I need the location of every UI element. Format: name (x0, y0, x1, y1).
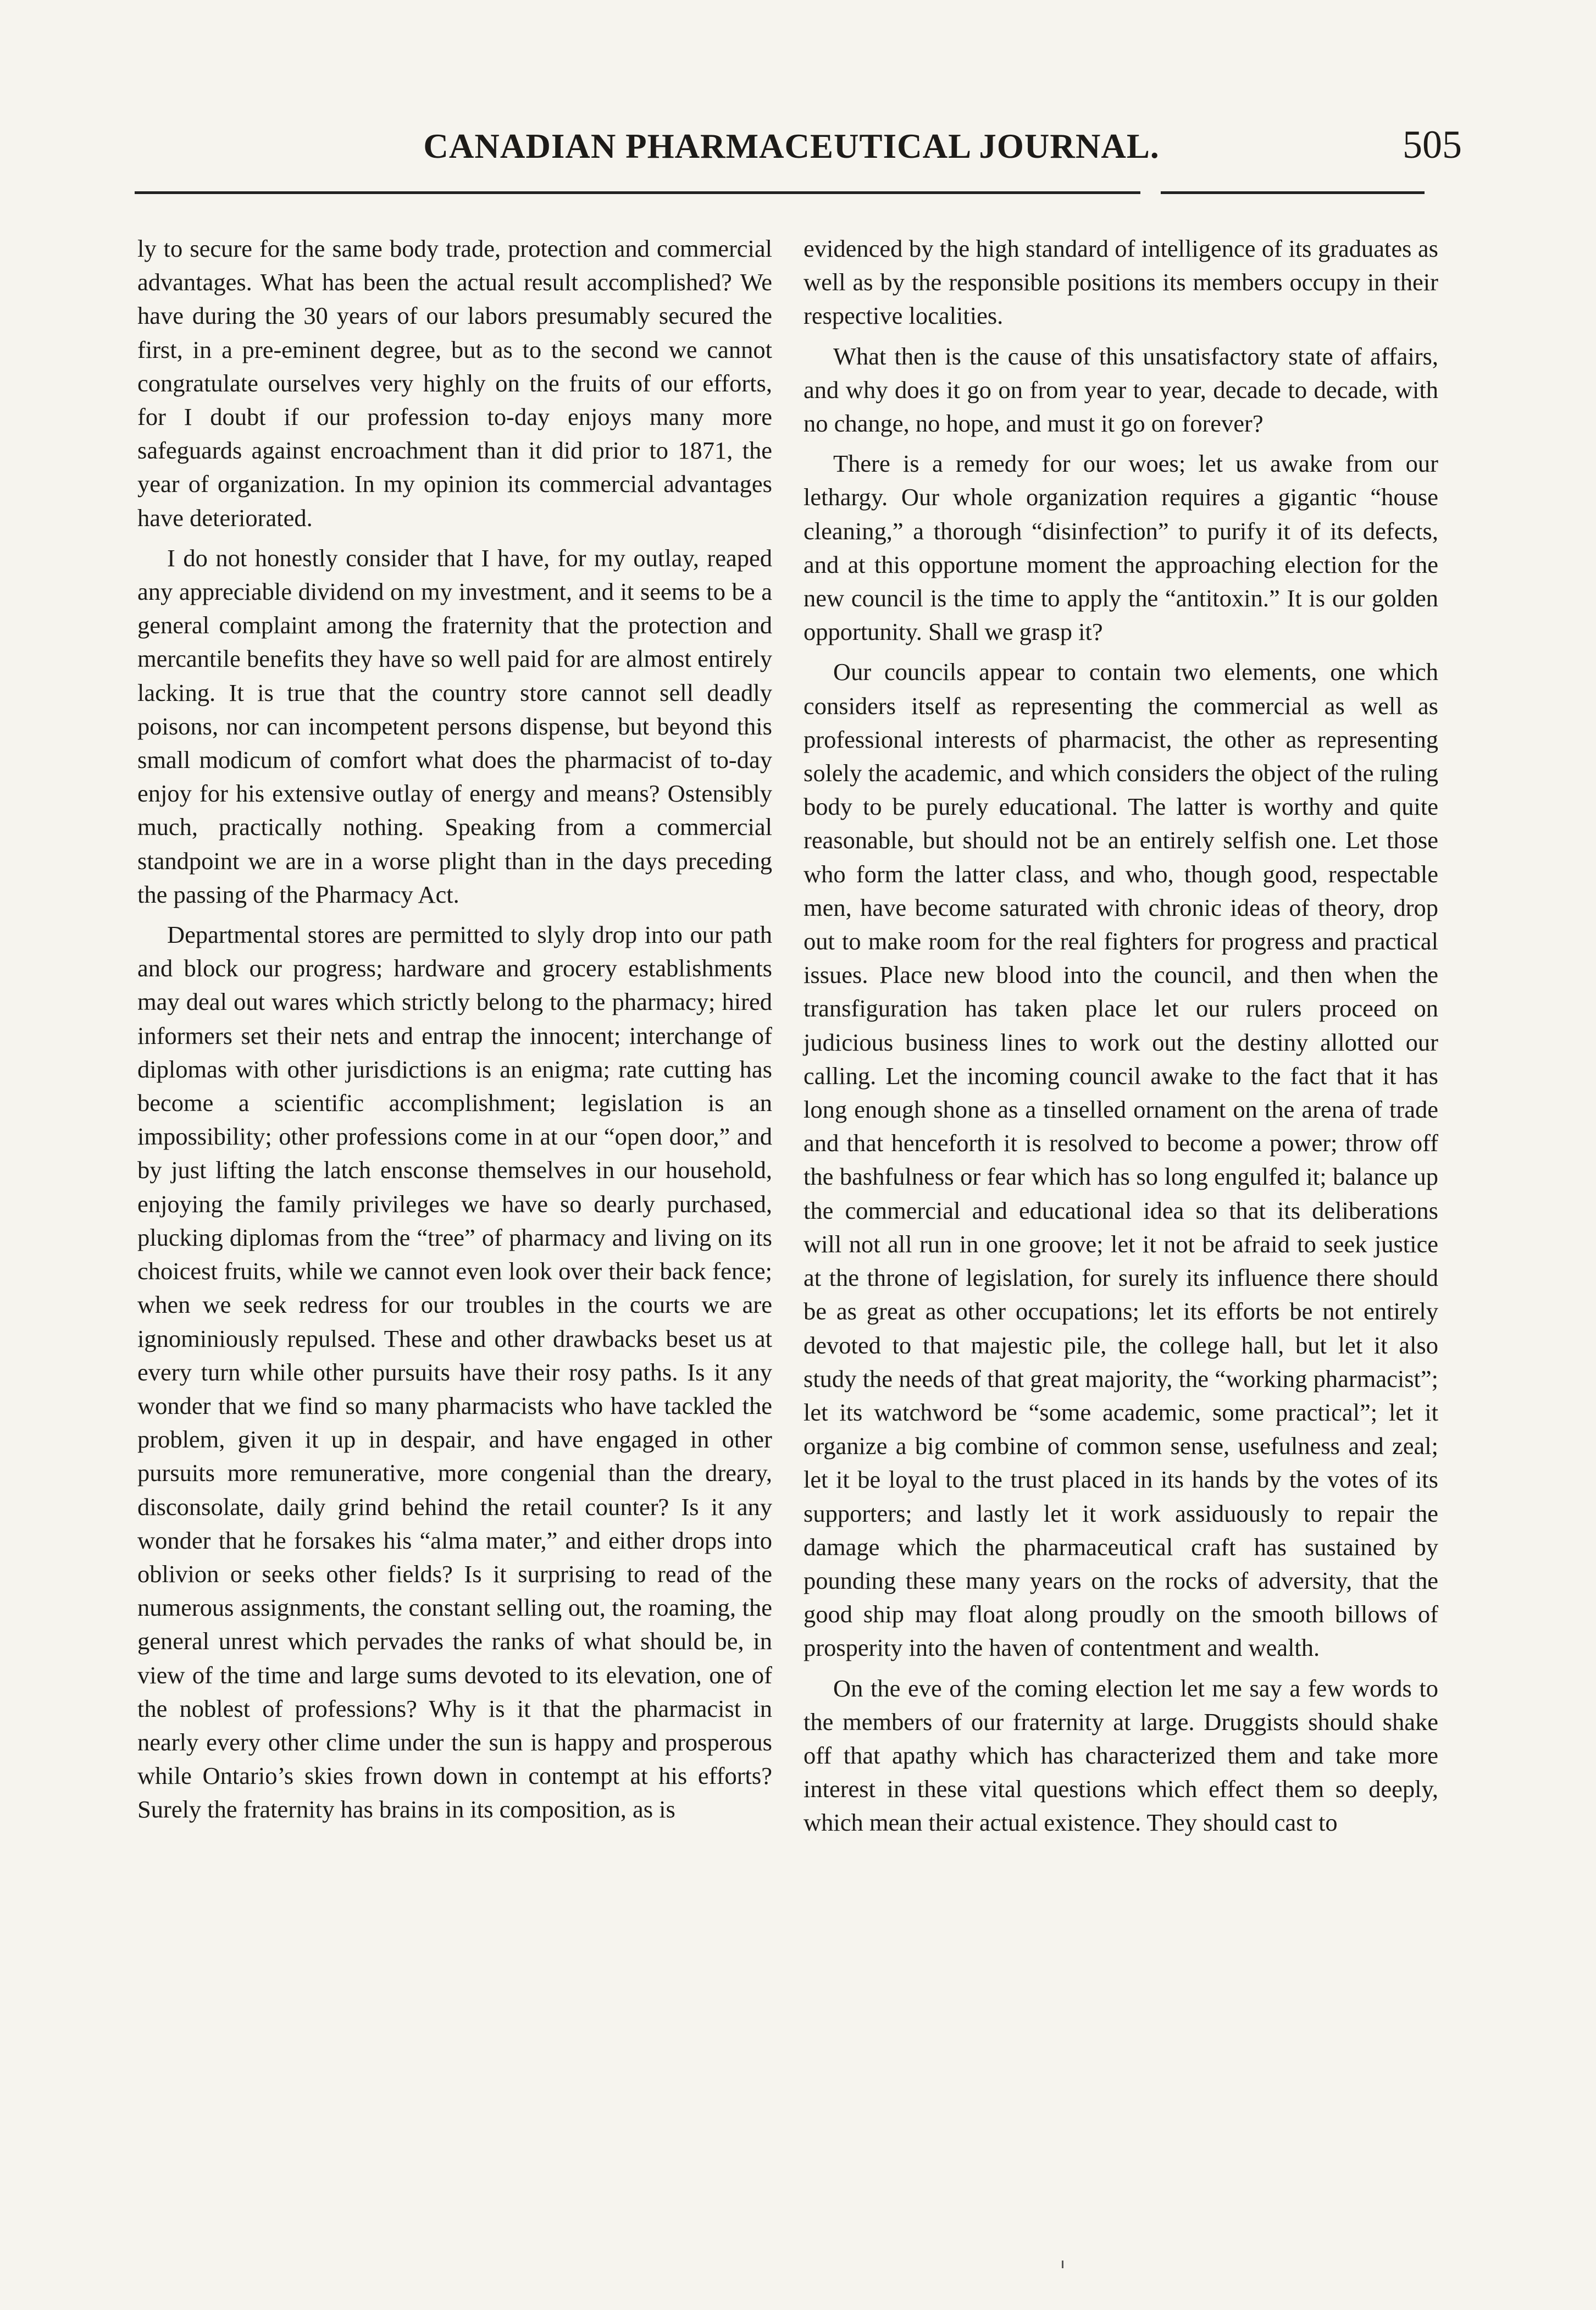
right-column (803, 232, 1438, 1847)
running-header: CANADIAN PHARMACEUTICAL JOURNAL. (423, 127, 1160, 165)
paragraph: What then is the cause of this unsatisfactory state of affairs, and why does it go on from year to year, decade to decade, with no change, no hope, and must it go on forever? (803, 342, 1438, 438)
paragraph: ly to secure for the same body trade, protection and commercial advantages. What has been the actual result accomplished? We have during the 30 years of our labors presumably secured the first, in a pre-eminent degree, but as to the second we cannot congratulate ourselves very highly on the fruits of our efforts, for I doubt if our profession to-day enjoys many more safeguards against encroachment than it did prior to 1871, the year of organization. In my opinion its commercial advantages have deteriorated. (137, 235, 772, 532)
print-mark (1062, 2261, 1063, 2268)
page-number: 505 (1403, 123, 1462, 167)
paragraph: evidenced by the high standard of intelligence of its graduates as well as by the responsible positions its members occupy in their respective localities. (803, 235, 1438, 330)
paragraph: On the eve of the coming election let me say a few words to the members of our fraternity at large. Druggists should shake off that apathy which has characterized them and take more interest in these vital questions which effect them so deeply, which mean their actual existence. They should cast to (803, 1674, 1438, 1837)
paragraph: Departmental stores are permitted to slyly drop into our path and block our progress; hardware and grocery establishments may deal out wares which strictly belong to the pharmacy; hired informers set their nets and entrap the innocent; interchange of diplomas with other jurisdictions is an enigma; rate cutting has become a scientific accomplishment; legislation is an impossibility; other professions come in at our “open door,” and by just lifting the latch ensconse themselves in our household, enjoying the family privileges we have so dearly purchased, plucking diplomas from the “tree” of pharmacy and living on its choicest fruits, while we cannot even look over their back fence; when we seek redress for our troubles in the courts we are ignominiously repulsed. These and other drawbacks beset us at every turn while other pursuits have their rosy paths. Is it any wonder that we find so many pharmacists who have tackled the problem, given it up in despair, and have engaged in other pursuits more remunerative, more congenial than the dreary, disconsolate, daily grind behind the retail counter? Is it any wonder that he forsakes his “alma mater,” and either drops into oblivion or seeks other fields? Is it surprising to read of the numerous assignments, the constant selling out, the roaming, the general unrest which pervades the ranks of what should be, in view of the time and large sums devoted to its elevation, one of the noblest of professions? Why is it that the pharmacist in nearly every other clime under the sun is happy and prosperous while Ontario’s skies frown down in contempt at his efforts? Surely the fraternity has brains in its composition, as is (137, 921, 772, 1823)
paragraph: Our councils appear to contain two elements, one which considers itself as representing the commercial as well as professional interests of pharmacist, the other as representing solely the academic, and which considers the object of the ruling body to be purely educational. The latter is worthy and quite reasonable, but should not be an entirely selfish one. Let those who form the latter class, and who, though good, respectable men, have become saturated with chronic ideas of theory, drop out to make room for the real fighters for progress and practical issues. Place new blood into the council, and then when the transfiguration has taken place let our rulers proceed on judicious business lines to work out the destiny allotted our calling. Let the incoming council awake to the fact that it has long enough shone as a tinselled ornament on the arena of trade and that henceforth it is resolved to become a power; throw off the bashfulness or fear which has so long engulfed it; balance up the commercial and educational idea so that its deliberations will not all run in one groove; let it not be afraid to seek justice at the throne of legislation, for surely its influence there should be as great as other occupations; let its efforts be not entirely devoted to that majestic pile, the college hall, but let it also study the needs of that great majority, the “working pharmacist”; let its watchword be “some academic, some practical”; let it organize a big combine of common sense, usefulness and zeal; let it be loyal to the trust placed in its hands by the votes of its supporters; and lastly let it work assiduously to repair the damage which the pharmaceutical craft has sustained by pounding these many years on the rocks of adversity, that the good ship may float along proudly on the smooth billows of prosperity into the haven of contentment and wealth. (803, 658, 1438, 1662)
left-column (137, 232, 772, 1833)
header-rule-left (135, 191, 1140, 194)
paragraph: I do not honestly consider that I have, for my outlay, reaped any appreciable dividend on my investment, and it seems to be a general complaint among the fraternity that the protection and mercantile benefits they have so well paid for are almost entirely lacking. It is true that the country store cannot sell deadly poisons, nor can incompetent persons dispense, but beyond this small modicum of comfort what does the pharmacist of to-day enjoy for his extensive outlay of energy and means? Ostensibly much, practically nothing. Speaking from a commercial standpoint we are in a worse plight than in the days preceding the passing of the Pharmacy Act. (137, 544, 772, 908)
paragraph: There is a remedy for our woes; let us awake from our lethargy. Our whole organization requires a gigantic “house cleaning,” a thorough “disinfection” to purify it of its defects, and at this opportune moment the approaching election for the new council is the time to apply the “antitoxin.” It is our golden opportunity. Shall we grasp it? (803, 450, 1438, 646)
header-rule-right (1161, 191, 1425, 194)
